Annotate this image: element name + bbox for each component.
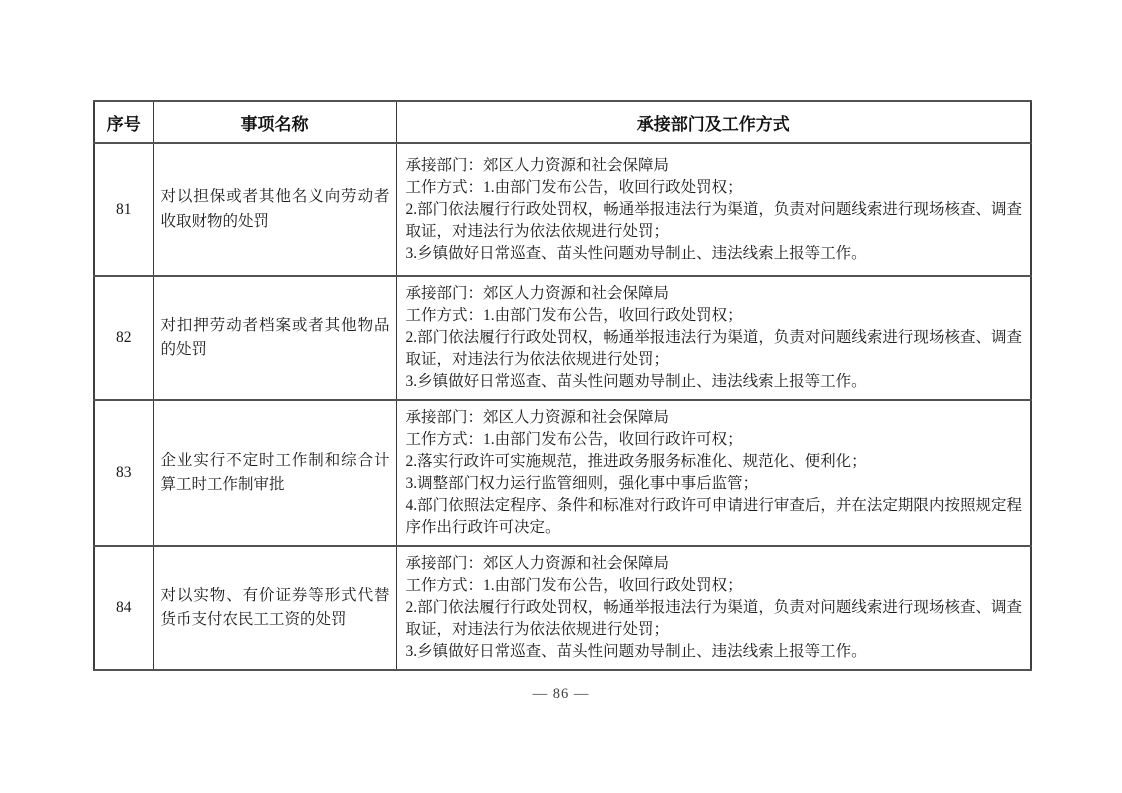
detail-paragraph: 3.调整部门权力运行监管细则，强化事中事后监管；: [405, 475, 759, 492]
table-header-row: [94, 101, 1031, 143]
table-row: [94, 276, 1031, 400]
row-department-and-method: [396, 400, 1031, 546]
detail-paragraph: 3.乡镇做好日常巡查、苗头性问题劝导制止、违法线索上报等工作。: [405, 643, 867, 660]
row-department-and-method: [396, 143, 1031, 276]
row-item-name: 对以实物、有价证券等形式代替货币支付农民工工资的处罚: [153, 546, 396, 670]
row-department-and-method: [396, 546, 1031, 670]
header-item-name: 事项名称: [153, 101, 396, 143]
detail-paragraph: 3.乡镇做好日常巡查、苗头性问题劝导制止、违法线索上报等工作。: [405, 373, 867, 390]
row-item-name: 企业实行不定时工作制和综合计算工时工作制审批: [153, 400, 396, 546]
transfer-items-table: [93, 100, 1032, 671]
row-serial-number: 84: [94, 546, 153, 670]
detail-paragraph: 工作方式：1.由部门发布公告，收回行政处罚权；: [405, 577, 743, 594]
footer-page-number: — 86 —: [532, 686, 590, 702]
table-row: [94, 546, 1031, 670]
detail-paragraph: 2.部门依法履行行政处罚权，畅通举报违法行为渠道，负责对问题线索进行现场核查、调查取证，对违法行为依法依规进行处罚；: [405, 200, 1022, 240]
detail-paragraph: 承接部门：郊区人力资源和社会保障局: [405, 156, 670, 174]
row-item-name: 对扣押劳动者档案或者其他物品的处罚: [153, 276, 396, 400]
detail-paragraph: 工作方式：1.由部门发布公告，收回行政处罚权；: [405, 307, 743, 324]
detail-paragraph: 3.乡镇做好日常巡查、苗头性问题劝导制止、违法线索上报等工作。: [405, 244, 867, 262]
row-serial-number: 82: [94, 276, 153, 400]
row-serial-number: 81: [94, 143, 153, 276]
detail-paragraph: 承接部门：郊区人力资源和社会保障局: [405, 555, 670, 572]
table-body: [94, 143, 1031, 670]
detail-paragraph: 工作方式：1.由部门发布公告，收回行政许可权；: [405, 431, 743, 448]
detail-paragraph: 工作方式：1.由部门发布公告，收回行政处罚权；: [405, 178, 743, 196]
row-item-name: 对以担保或者其他名义向劳动者收取财物的处罚: [153, 143, 396, 276]
detail-paragraph: 承接部门：郊区人力资源和社会保障局: [405, 285, 670, 302]
table-row: [94, 143, 1031, 276]
detail-paragraph: 2.部门依法履行行政处罚权，畅通举报违法行为渠道，负责对问题线索进行现场核查、调查取证，对违法行为依法依规进行处罚；: [405, 599, 1022, 638]
table-row: [94, 400, 1031, 546]
table-header: [94, 101, 1031, 143]
row-serial-number: 83: [94, 400, 153, 546]
detail-paragraph: 2.部门依法履行行政处罚权，畅通举报违法行为渠道，负责对问题线索进行现场核查、调查取证，对违法行为依法依规进行处罚；: [405, 329, 1022, 368]
header-serial-number: 序号: [94, 101, 153, 143]
detail-paragraph: 承接部门：郊区人力资源和社会保障局: [405, 409, 670, 426]
detail-paragraph: 4.部门依照法定程序、条件和标准对行政许可申请进行审查后，并在法定期限内按照规定程序作出行政许可决定。: [405, 497, 1022, 536]
detail-paragraph: 2.落实行政许可实施规范，推进政务服务标准化、规范化、便利化；: [405, 453, 867, 470]
row-department-and-method: [396, 276, 1031, 400]
header-department-and-method: 承接部门及工作方式: [396, 101, 1031, 143]
